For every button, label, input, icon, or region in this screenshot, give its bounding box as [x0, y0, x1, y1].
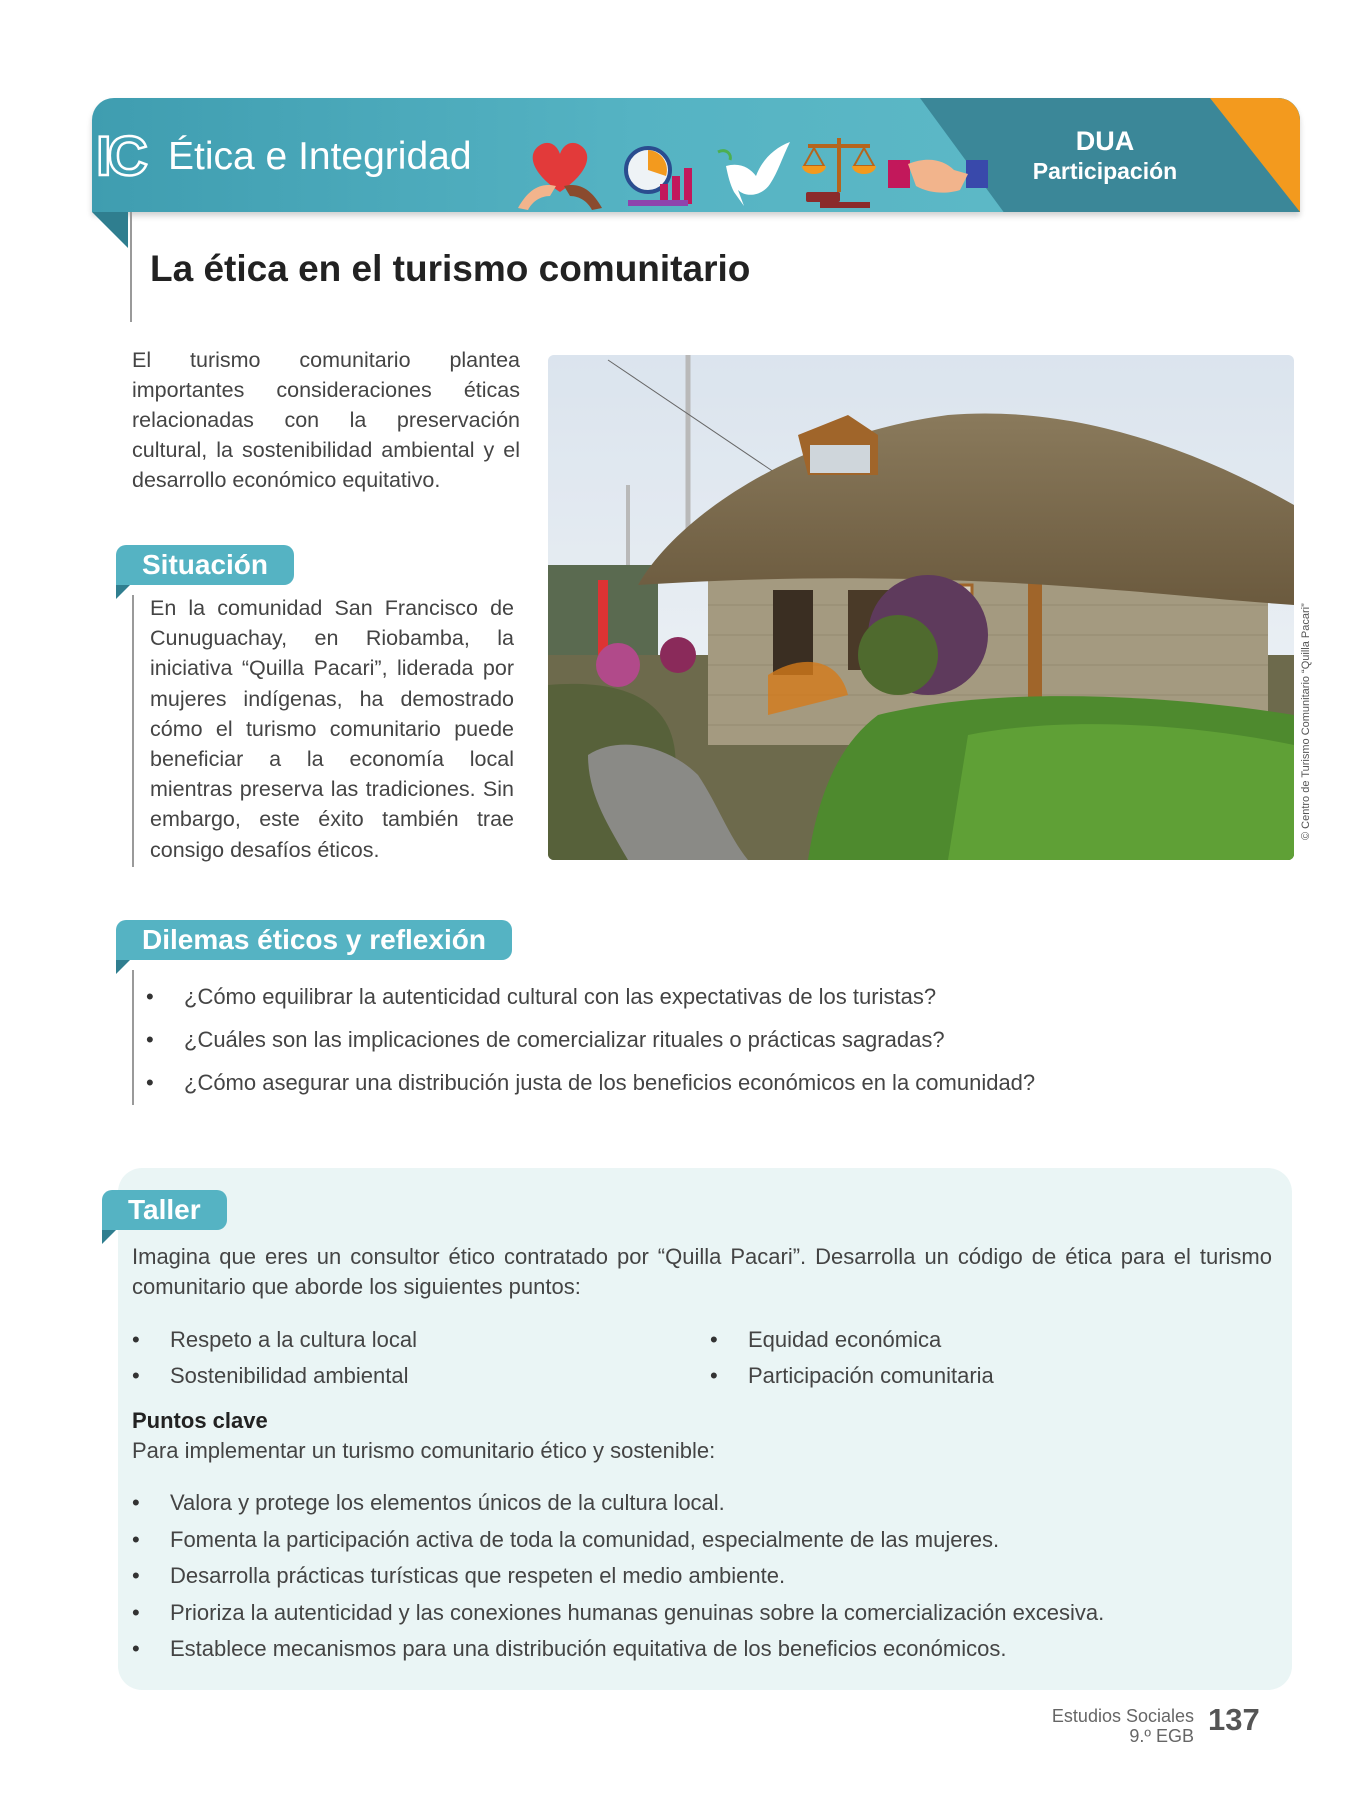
page-number: 137 — [1208, 1702, 1260, 1737]
situacion-text: En la comunidad San Francisco de Cunuguachay, en Riobamba, la iniciativa “Quilla Pacari”, liderada por mujeres indígenas, ha demostrado cómo el turismo comunitario puede beneficiar a la economía local mientras preserva las tradiciones. Sin embargo, este éxito también trae consigo desafíos éticos. — [150, 596, 514, 862]
list-item: • ¿Cómo equilibrar la autenticidad cultural con las expectativas de los turistas? — [146, 975, 1246, 1018]
dilemas-list — [146, 975, 1246, 1104]
handshake-icon — [888, 150, 988, 200]
dilemas-tab-fold — [116, 960, 130, 974]
list-item: • Prioriza la autenticidad y las conexiones humanas genuinas sobre la comercialización excesiva. — [132, 1595, 1272, 1632]
footer-subject: Estudios Sociales — [1051, 1706, 1194, 1726]
growth-chart-icon — [618, 140, 698, 210]
footer-grade: 9.º EGB — [1129, 1726, 1194, 1746]
intro-paragraph: El turismo comunitario plantea importantes consideraciones éticas relacionadas con la preservación cultural, la sostenibilidad ambiental y el desarrollo económico equitativo. — [132, 348, 520, 492]
photo-credit: © Centro de Turismo Comunitario “Quilla Pacari” — [1300, 603, 1312, 840]
puntos-clave-title: Puntos clave — [132, 1408, 268, 1433]
ic-logo: IC — [96, 124, 144, 187]
justice-scale-icon — [800, 132, 878, 212]
list-item: • Fomenta la participación activa de toda la comunidad, especialmente de las mujeres. — [132, 1522, 1272, 1559]
situacion-rule — [132, 595, 134, 867]
list-item: • Desarrolla prácticas turísticas que respeten el medio ambiente. — [132, 1558, 1272, 1595]
banner-fold — [92, 212, 128, 248]
list-item: • Sostenibilidad ambiental — [132, 1358, 672, 1394]
page-title: La ética en el turismo comunitario — [150, 248, 751, 289]
dua-badge-subtitle: Participación — [1032, 158, 1178, 184]
dua-badge-title: DUA — [1075, 126, 1135, 156]
list-item: • ¿Cuáles son las implicaciones de comercializar rituales o prácticas sagradas? — [146, 1018, 1246, 1061]
list-item: • Respeto a la cultura local — [132, 1322, 672, 1358]
puntos-clave-subtitle: Para implementar un turismo comunitario ético y sostenible: — [132, 1438, 716, 1463]
taller-label: Taller — [102, 1190, 227, 1230]
taller-points-right — [710, 1322, 1250, 1394]
taller-points-left — [132, 1322, 672, 1394]
taller-tab-fold — [102, 1230, 116, 1244]
list-item: • Equidad económica — [710, 1322, 1250, 1358]
list-item: • Participación comunitaria — [710, 1358, 1250, 1394]
dove-icon — [716, 132, 796, 208]
banner-title: Ética e Integridad — [168, 135, 472, 178]
list-item: • ¿Cómo asegurar una distribución justa de los beneficios económicos en la comunidad? — [146, 1061, 1246, 1104]
list-item: • Valora y protege los elementos únicos de la cultura local. — [132, 1485, 1272, 1522]
community-house-photo — [548, 355, 1294, 860]
title-rule — [130, 212, 132, 322]
situacion-label: Situación — [116, 545, 294, 585]
puntos-clave-list — [132, 1485, 1272, 1668]
dilemas-rule — [132, 970, 134, 1105]
heart-hands-icon — [510, 130, 610, 210]
taller-intro: Imagina que eres un consultor ético contratado por “Quilla Pacari”. Desarrolla un código de ética para el turismo comunitario que aborde los siguientes puntos: — [132, 1244, 1272, 1299]
list-item: • Establece mecanismos para una distribución equitativa de los beneficios económicos. — [132, 1631, 1272, 1668]
situacion-tab-fold — [116, 585, 130, 599]
dilemas-label: Dilemas éticos y reflexión — [116, 920, 512, 960]
